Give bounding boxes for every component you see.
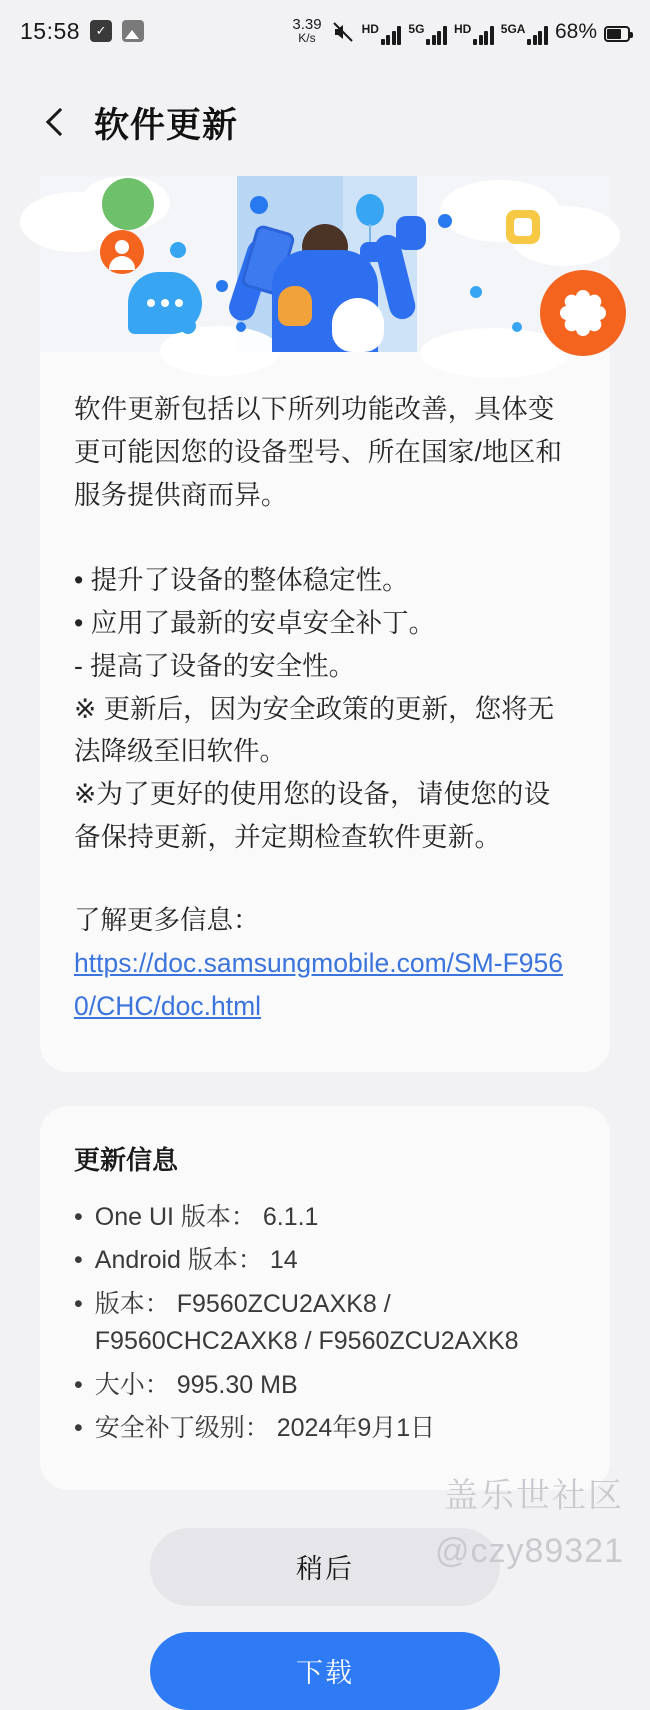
- image-icon: [122, 20, 144, 42]
- update-bullet-list: [74, 559, 576, 774]
- network-speed-value: 3.39: [292, 15, 322, 33]
- status-bar: [0, 0, 650, 62]
- checkbox-icon: ✓: [90, 20, 112, 42]
- update-illustration: [40, 176, 610, 352]
- watermark-community: 盖乐世社区: [444, 1477, 624, 1515]
- update-info-title: 更新信息: [74, 1144, 179, 1175]
- info-one-ui-version: One UI 版本： 6.1.1: [94, 1202, 319, 1231]
- 5g-label: 5G: [408, 22, 425, 37]
- bullet-dot: •: [74, 1370, 83, 1399]
- update-info-card: [40, 1106, 610, 1490]
- list-item: ※ 更新后，因为安全政策的更新，您将无法降级至旧软件。: [74, 693, 555, 767]
- list-item: [74, 1410, 576, 1448]
- list-item: - 提高了设备的安全性。: [74, 650, 356, 681]
- hd-label-1: HD: [361, 22, 379, 37]
- list-item: [74, 1199, 576, 1237]
- update-notes-body: [40, 352, 610, 1072]
- action-buttons: [0, 1490, 650, 1710]
- later-button[interactable]: 稍后: [150, 1528, 500, 1606]
- balloon-icon: [356, 194, 384, 226]
- hd-label-2: HD: [453, 22, 472, 37]
- back-arrow-icon[interactable]: [42, 106, 72, 140]
- signal-group-2: [408, 23, 447, 45]
- page-title: 软件更新: [94, 106, 239, 145]
- signal-group-3: [454, 23, 494, 45]
- watermark-user: @czy89321: [434, 1532, 624, 1570]
- bullet-dot: •: [74, 1414, 83, 1443]
- info-security-patch: 安全补丁级别： 2024年9月1日: [94, 1414, 436, 1443]
- list-item: • 应用了最新的安卓安全补丁。: [74, 607, 436, 638]
- info-build-version: 版本： F9560ZCU2AXK8 / F9560CHC2AXK8 / F9560ZCU2AXK8: [94, 1289, 519, 1356]
- download-button[interactable]: 下载: [150, 1632, 500, 1710]
- list-item: • 提升了设备的整体稳定性。: [74, 564, 409, 595]
- list-item: [74, 1286, 576, 1361]
- list-item: [74, 1367, 576, 1405]
- learn-more-label: 了解更多信息：: [74, 905, 260, 936]
- 5ga-label: 5GA: [500, 22, 526, 37]
- note-icon: [506, 210, 540, 244]
- status-clock: 15:58: [20, 17, 81, 44]
- status-bar-right: [292, 17, 630, 46]
- signal-group-1: [362, 23, 402, 45]
- gallery-flower-icon: [540, 270, 626, 356]
- network-speed-indicator: [292, 17, 321, 46]
- battery-percent-label: 68%: [554, 20, 597, 44]
- list-item: [74, 1242, 576, 1280]
- network-speed-unit: K/s: [298, 31, 316, 46]
- contact-avatar-icon: [100, 230, 144, 274]
- bullet-dot: •: [74, 1289, 83, 1318]
- signal-bars-4: [527, 25, 548, 45]
- update-intro-text: 软件更新包括以下所列功能改善，具体变更可能因您的设备型号、所在国家/地区和服务提供商而异。: [74, 394, 563, 510]
- documentation-link[interactable]: https://doc.samsungmobile.com/SM-F9560/CHC/doc.html: [74, 948, 563, 1022]
- signal-bars-1: [381, 25, 402, 45]
- cat-icon: [278, 286, 312, 326]
- signal-bars-3: [473, 25, 494, 45]
- status-bar-left: [20, 18, 144, 45]
- signal-bars-2: [426, 25, 447, 45]
- signal-group-4: [501, 23, 548, 45]
- chat-bubble-icon: [128, 272, 202, 334]
- info-size: 大小： 995.30 MB: [94, 1370, 298, 1399]
- update-notice-text: ※为了更好的使用您的设备，请使您的设备保持更新，并定期检查软件更新。: [74, 779, 551, 853]
- bullet-dot: •: [74, 1246, 83, 1275]
- update-notes-card: [40, 176, 610, 1072]
- bullet-dot: •: [74, 1202, 83, 1231]
- battery-icon: [604, 26, 630, 42]
- mute-icon: [331, 20, 355, 44]
- page-header: [0, 62, 650, 176]
- dog-icon: [332, 298, 384, 352]
- info-android-version: Android 版本： 14: [94, 1246, 298, 1275]
